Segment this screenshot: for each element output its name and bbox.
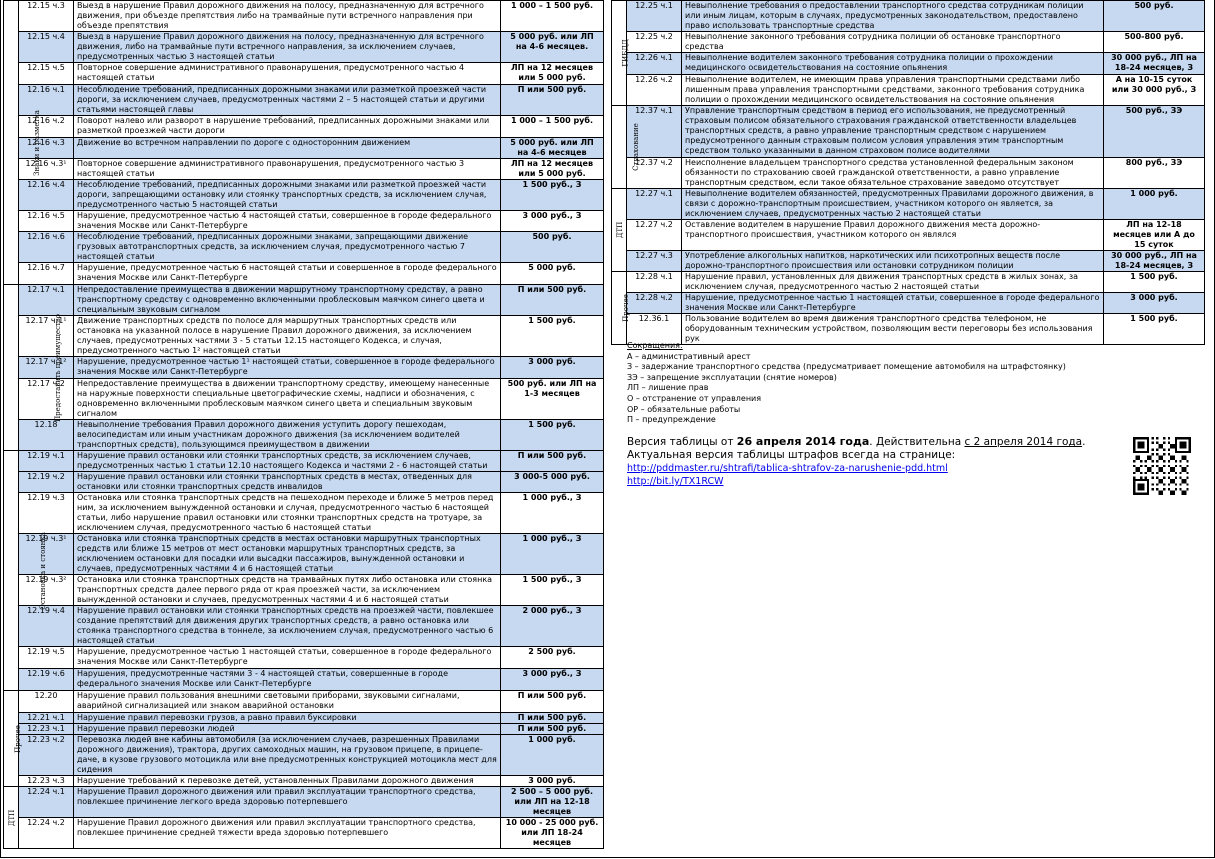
- penalty-cell: 800 руб., ЗЭ: [1104, 158, 1205, 189]
- article-cell: 12.20: [19, 691, 74, 713]
- penalty-cell: 1 500 руб.: [1104, 272, 1205, 293]
- fine-row: [4, 232, 604, 263]
- article-cell: 12.26 ч.2: [627, 75, 682, 106]
- description-cell: Остановка или стоянка транспортных средств на пешеходном переходе и ближе 5 метров перед ним, за исключением вынужденной остановки и случая, предусмотренного частью 6 настоящей статьи, либо нарушение правил остановки или стоянки транспортных средств на тротуаре, за исключением случая, предусмотренного частью 6 настоящей статьи: [74, 493, 501, 534]
- description-cell: Нарушение правил остановки или стоянки транспортных средств в местах, отведенных для остановки или стоянки транспортных средств инвалидов: [74, 472, 501, 493]
- fines-table-left-body: [4, 1, 604, 849]
- penalty-cell: 1 500 руб.: [1104, 314, 1205, 345]
- description-cell: Выезд в нарушение Правил дорожного движения на полосу, предназначенную для встречного движения, при объезде препятствия либо на трамвайные пути встречного направления при объезде препятствия: [74, 1, 501, 32]
- penalty-cell: 1 000 руб., З: [501, 534, 604, 575]
- legend-item: О – отстранение от управления: [627, 393, 762, 403]
- fine-row: [4, 606, 604, 647]
- penalty-cell: ЛП на 12-18 месяцев или А до 15 суток: [1104, 220, 1205, 251]
- fine-row: [4, 691, 604, 713]
- penalty-cell: 30 000 руб., ЛП на 18-24 месяцев, З: [1104, 251, 1205, 272]
- article-cell: 12.19 ч.1: [19, 451, 74, 472]
- description-cell: Нарушение, предусмотренное частью 4 настоящей статьи, совершенное в городе федерального значения Москве или Санкт-Петербурге: [74, 211, 501, 232]
- fine-row: [612, 32, 1205, 53]
- article-cell: 12.15 ч.3: [19, 1, 74, 32]
- article-cell: 12.27 ч.2: [627, 220, 682, 251]
- description-cell: Нарушение правил остановки или стоянки транспортных средств, за исключением случаев, предусмотренных частью 1 статьи 12.10 настоящего Кодекса и частями 2 - 6 настоящей статьи: [74, 451, 501, 472]
- description-cell: Невыполнение водителем обязанностей, предусмотренных Правилами дорожного движения, в связи с дорожно-транспортным происшествием, участником которого он является, за исключением случаев, предусмотренных частью 2 настоящей статьи: [682, 189, 1104, 220]
- article-cell: 12.16 ч.7: [19, 263, 74, 285]
- fine-row: [4, 32, 604, 63]
- article-cell: 12.27 ч.3: [627, 251, 682, 272]
- legend-heading: Сокращения:: [627, 341, 683, 350]
- fine-row: [4, 724, 604, 735]
- description-cell: Пользование водителем во время движения транспортного средства телефоном, не оборудованным техническим устройством, позволяющим вести переговоры без использования рук: [682, 314, 1104, 345]
- section-label-text: ДТП: [8, 809, 17, 826]
- description-cell: Нарушение, предусмотренное частью 1 настоящей статьи, совершенное в городе федерального значения Москве или Санкт-Петербурге: [74, 647, 501, 669]
- description-cell: Несоблюдение требований, предписанных дорожными знаками или разметкой проезжей части дороги, за исключением случаев, предусмотренных частями 2 – 5 настоящей статьи и другими статьями настоящей главы: [74, 85, 501, 116]
- article-cell: 12.16 ч.1: [19, 85, 74, 116]
- penalty-cell: 500 руб.: [501, 232, 604, 263]
- article-cell: 12.15 ч.5: [19, 63, 74, 85]
- fine-row: [612, 158, 1205, 189]
- fine-row: [4, 818, 604, 849]
- penalty-cell: 2 500 руб.: [501, 647, 604, 669]
- fine-row: [4, 472, 604, 493]
- fine-row: [612, 75, 1205, 106]
- fine-row: [4, 211, 604, 232]
- penalty-cell: 1 500 руб.: [501, 420, 604, 451]
- article-cell: 12.18: [19, 420, 74, 451]
- description-cell: Нарушение, предусмотренное частью 1 настоящей статьи, совершенное в городе федерального значения Москве или Санкт-Петербурге: [682, 293, 1104, 314]
- article-cell: 12.17 ч.2: [19, 379, 74, 420]
- section-label-text: Прочее: [13, 724, 22, 753]
- penalty-cell: 1 000 руб.: [1104, 189, 1205, 220]
- version-info: [627, 435, 1127, 488]
- penalty-cell: 500 руб., ЗЭ: [1104, 106, 1205, 158]
- article-cell: 12.37 ч.1: [627, 106, 682, 158]
- section-label-text: Знаки и разметка: [32, 109, 41, 176]
- description-cell: Непредоставление преимущества в движении маршрутному транспортному средству, а равно транспортному средству с одновременно включенными проблесковым маячком синего цвета и специальным звуковым сигналом: [74, 285, 501, 316]
- description-cell: Перевозка людей вне кабины автомобиля (за исключением случаев, разрешенных Правилами дорожного движения), трактора, других самоходных машин, на грузовом прицепе, в прицепе-даче, в кузове грузового мотоцикла или вне предусмотренных конструкцией мотоцикла мест для сидения: [74, 735, 501, 776]
- article-cell: 12.23 ч.2: [19, 735, 74, 776]
- penalty-cell: 5 000 руб. или ЛП на 4-6 месяцев: [501, 138, 604, 159]
- article-cell: 12.19 ч.3¹: [19, 534, 74, 575]
- section-label-text: Остановка и стоянка: [38, 531, 47, 610]
- article-cell: 12.19 ч.5: [19, 647, 74, 669]
- article-cell: 12.26 ч.1: [627, 53, 682, 75]
- description-cell: Нарушение правил перевозки грузов, а равно правил буксировки: [74, 713, 501, 724]
- section-label-text: ДТП: [616, 221, 625, 239]
- section-label: [4, 691, 22, 787]
- penalty-cell: 1 500 руб.: [501, 316, 604, 357]
- fine-row: [612, 314, 1205, 345]
- penalty-cell: 3 000 руб., З: [501, 211, 604, 232]
- description-cell: Невыполнение законного требования сотрудника полиции об остановке транспортного средства: [682, 32, 1104, 53]
- fine-row: [612, 272, 1205, 293]
- description-cell: Нарушение, предусмотренное частью 6 настоящей статьи и совершенное в городе федерального значения Москве или Санкт-Петербурге: [74, 263, 501, 285]
- description-cell: Остановка или стоянка транспортных средств на трамвайных путях либо остановка или стоянка транспортных средств далее первого ряда от края проезжей части, за исключением вынужденной остановки и случаев, предусмотренных частями 4 и 6 настоящей статьи: [74, 575, 501, 606]
- section-label: [4, 787, 19, 849]
- qr-code-icon: [1133, 437, 1191, 495]
- penalty-cell: 1 000 – 1 500 руб.: [501, 116, 604, 138]
- legend-item: А – административный арест: [627, 351, 751, 361]
- abbreviations-legend: [627, 341, 1067, 426]
- penalty-cell: П или 500 руб.: [501, 724, 604, 735]
- description-cell: Неисполнение владельцем транспортного средства установленной федеральным законом обязанности по страхованию своей гражданской ответственности, а равно управление транспортным средством, если такое обязательное страхование заведомо отсутствует: [682, 158, 1104, 189]
- fine-row: [4, 357, 604, 379]
- penalty-cell: 2 000 руб., З: [501, 606, 604, 647]
- article-cell: 12.23 ч.1: [19, 724, 74, 735]
- fine-row: [612, 189, 1205, 220]
- article-cell: 12.24 ч.2: [19, 818, 74, 849]
- section-label: [612, 272, 630, 345]
- fine-row: [612, 293, 1205, 314]
- article-cell: 12.16 ч.5: [19, 211, 74, 232]
- article-cell: 12.37 ч.2: [627, 158, 682, 189]
- fine-row: [4, 116, 604, 138]
- penalty-cell: 5 000 руб.: [501, 263, 604, 285]
- description-cell: Непредоставление преимущества в движении транспортному средству, имеющему нанесенные на наружные поверхности специальные цветографические схемы, надписи и обозначения, с одновременно включенными проблесковым маячком синего цвета и специальным звуковым сигналом: [74, 379, 501, 420]
- article-cell: 12.16 ч.3: [19, 138, 74, 159]
- fine-row: [4, 63, 604, 85]
- section-label-text: Предоставить преимущество: [53, 313, 62, 422]
- penalty-cell: 500 руб.: [1104, 1, 1205, 32]
- fine-row: [4, 735, 604, 776]
- fine-row: [4, 451, 604, 472]
- penalty-cell: 3 000 руб.: [501, 357, 604, 379]
- description-cell: Невыполнение водителем законного требования сотрудника полиции о прохождении медицинского освидетельствования на состояние опьянения: [682, 53, 1104, 75]
- fine-row: [612, 106, 1205, 158]
- penalty-cell: 3 000 руб., З: [501, 669, 604, 691]
- article-cell: 12.25 ч.2: [627, 32, 682, 53]
- description-cell: Выезд в нарушение Правил дорожного движения на полосу, предназначенную для встречного движения, либо на трамвайные пути встречного направления, за исключением случаев, предусмотренных частью 3 настоящей статьи: [74, 32, 501, 63]
- penalty-cell: ЛП на 12 месяцев или 5 000 руб.: [501, 159, 604, 180]
- description-cell: Невыполнение водителем, не имеющим права управления транспортными средствами либо лишенным права управления транспортными средствами, законного требования сотрудника полиции о прохождении медицинского освидетельствования на состояние опьянения: [682, 75, 1104, 106]
- version-date: 26 апреля 2014 года: [736, 435, 870, 448]
- penalty-cell: П или 500 руб.: [501, 713, 604, 724]
- section-label-text: Страхование: [631, 123, 640, 171]
- penalty-cell: 10 000 - 25 000 руб. или ЛП 18-24 месяцев: [501, 818, 604, 849]
- penalty-cell: 1 500 руб., З: [501, 575, 604, 606]
- penalty-cell: 1 000 руб.: [501, 735, 604, 776]
- fine-row: [4, 85, 604, 116]
- fine-row: [612, 251, 1205, 272]
- description-cell: Нарушение требований к перевозке детей, установленных Правилами дорожного движения: [74, 776, 501, 787]
- article-cell: 12.28 ч.2: [627, 293, 682, 314]
- description-cell: Нарушение Правил дорожного движения или правил эксплуатации транспортного средства, повлекшее причинение средней тяжести вреда здоровью потерпевшего: [74, 818, 501, 849]
- article-cell: 12.19 ч.6: [19, 669, 74, 691]
- penalty-cell: 500 руб. или ЛП на 1-3 месяцев: [501, 379, 604, 420]
- description-cell: Нарушения, предусмотренные частями 3 - 4 настоящей статьи, совершенные в городе федерального значения Москве или Санкт-Петербурге: [74, 669, 501, 691]
- penalty-cell: П или 500 руб.: [501, 85, 604, 116]
- fine-row: [4, 316, 604, 357]
- description-cell: Движение транспортных средств по полосе для маршрутных транспортных средств или остановка на указанной полосе в нарушение Правил дорожного движения, за исключением случаев, предусмотренных частями 3 - 5 статьи 12.15 настоящего Кодекса, и случая, предусмотренного частью 1² настоящей статьи: [74, 316, 501, 357]
- article-cell: 12.19 ч.3²: [19, 575, 74, 606]
- description-cell: Повторное совершение административного правонарушения, предусмотренного частью 4 настоящей статьи: [74, 63, 501, 85]
- penalty-cell: ЛП на 12 месяцев или 5 000 руб.: [501, 63, 604, 85]
- fine-row: [612, 53, 1205, 75]
- description-cell: Оставление водителем в нарушение Правил дорожного движения места дорожно-транспортного происшествия, участником которого он являлся: [682, 220, 1104, 251]
- article-cell: 12.19 ч.2: [19, 472, 74, 493]
- legend-item: З – задержание транспортного средства (предусматривает помещение автомобиля на штрафстоянку): [627, 362, 1066, 372]
- fine-row: [612, 1, 1205, 32]
- section-label: [612, 1, 630, 106]
- description-cell: Нарушение, предусмотренное частью 1¹ настоящей статьи, совершенное в городе федерального значения Москве или Санкт-Петербурге: [74, 357, 501, 379]
- pddmaster-link[interactable]: http://pddmaster.ru/shtrafi/tablica-shtrafov-za-narushenie-pdd.html: [627, 463, 948, 474]
- legend-item: ЗЭ – запрещение эксплуатации (снятие номеров): [627, 372, 837, 382]
- description-cell: Нарушение правил остановки или стоянки транспортных средств на проезжей части, повлекшее создание препятствий для движения других транспортных средств, а равно остановка или стоянка транспортного средства в тоннеле, за исключением случая, предусмотренного частью 6 настоящей статьи: [74, 606, 501, 647]
- description-cell: Движение во встречном направлении по дороге с односторонним движением: [74, 138, 501, 159]
- penalty-cell: 500-800 руб.: [1104, 32, 1205, 53]
- description-cell: Поворот налево или разворот в нарушение требований, предписанных дорожными знаками или разметкой проезжей части дороги: [74, 116, 501, 138]
- description-cell: Невыполнение требования Правил дорожного движения уступить дорогу пешеходам, велосипедистам или иным участникам дорожного движения (за исключением водителей транспортных средств), пользующимся преимуществом в движении: [74, 420, 501, 451]
- fine-row: [4, 379, 604, 420]
- penalty-cell: 3 000 руб.: [501, 776, 604, 787]
- fine-row: [4, 669, 604, 691]
- article-cell: 12.21 ч.1: [19, 713, 74, 724]
- penalty-cell: 5 000 руб. или ЛП на 4-6 месяцев.: [501, 32, 604, 63]
- penalty-cell: П или 500 руб.: [501, 285, 604, 316]
- article-cell: 12.17 ч.1²: [19, 357, 74, 379]
- description-cell: Нарушение правил пользования внешними световыми приборами, звуковыми сигналами, аварийной сигнализацией или знаком аварийной остановки: [74, 691, 501, 713]
- description-cell: Невыполнение требования о предоставлении транспортного средства сотрудникам полиции или иным лицам, которым в случаях, предусмотренных законодательством, предоставлено право использовать транспортные средства: [682, 1, 1104, 32]
- description-cell: Нарушение Правил дорожного движения или правил эксплуатации транспортного средства, повлекшее причинение легкого вреда здоровью потерпевшего: [74, 787, 501, 818]
- fine-row: [4, 493, 604, 534]
- article-cell: 12.16 ч.2: [19, 116, 74, 138]
- article-cell: 12.19 ч.3: [19, 493, 74, 534]
- fine-row: [4, 285, 604, 316]
- article-cell: 12.15 ч.4: [19, 32, 74, 63]
- penalty-cell: 2 500 – 5 000 руб. или ЛП на 12-18 месяцев: [501, 787, 604, 818]
- fine-row: [4, 138, 604, 159]
- article-cell: 12.16 ч.4: [19, 180, 74, 211]
- penalty-cell: 30 000 руб., ЛП на 18-24 месяцев, З: [1104, 53, 1205, 75]
- description-cell: Несоблюдение требований, предписанных дорожными знаками, запрещающими движение грузовых автотранспортных средств, за исключением случая, предусмотренного частью 7 настоящей статьи: [74, 232, 501, 263]
- penalty-cell: 3 000-5 000 руб.: [501, 472, 604, 493]
- description-cell: Остановка или стоянка транспортных средств в местах остановки маршрутных транспортных средств или ближе 15 метров от мест остановки маршрутных транспортных средств, за исключением остановки для посадки или высадки пассажиров, вынужденной остановки и случаев, предусмотренных частями 4 и 6 настоящей статьи: [74, 534, 501, 575]
- fine-row: [4, 263, 604, 285]
- penalty-cell: 1 500 руб., З: [501, 180, 604, 211]
- valid-from-date: с 2 апреля 2014 года: [964, 436, 1083, 448]
- fine-row: [612, 220, 1205, 251]
- article-cell: 12.24 ч.1: [19, 787, 74, 818]
- penalty-cell: П или 500 руб.: [501, 451, 604, 472]
- penalty-cell: 1 000 – 1 500 руб.: [501, 1, 604, 32]
- fine-row: [4, 647, 604, 669]
- fine-row: [4, 787, 604, 818]
- fine-row: [4, 420, 604, 451]
- description-cell: Несоблюдение требований, предписанных дорожными знаками или разметкой проезжей части дороги, запрещающими остановку или стоянку транспортных средств, за исключением случая, предусмотренного частью 5 настоящей статьи: [74, 180, 501, 211]
- fine-row: [4, 180, 604, 211]
- section-label: [4, 1, 41, 285]
- article-cell: 12.27 ч.1: [627, 189, 682, 220]
- article-cell: 12.25 ч.1: [627, 1, 682, 32]
- short-link[interactable]: http://bit.ly/TX1RCW: [627, 476, 724, 487]
- article-cell: 12.19 ч.4: [19, 606, 74, 647]
- description-cell: Нарушение правил перевозки людей: [74, 724, 501, 735]
- article-cell: 12.17 ч.1: [19, 285, 74, 316]
- article-cell: 12.17 ч.1¹: [19, 316, 74, 357]
- penalty-cell: А на 10-15 суток или 30 000 руб., З: [1104, 75, 1205, 106]
- fines-table-right-body: [612, 1, 1205, 345]
- fine-row: [4, 159, 604, 180]
- legend-item: ЛП – лишение прав: [627, 383, 709, 393]
- article-cell: 12.28 ч.1: [627, 272, 682, 293]
- section-label: [612, 106, 640, 189]
- article-cell: 12.23 ч.3: [19, 776, 74, 787]
- article-cell: 12.36.1: [627, 314, 682, 345]
- section-label: [612, 189, 627, 272]
- legend-item: ОР – обязательные работы: [627, 404, 741, 414]
- article-cell: 12.16 ч.3¹: [19, 159, 74, 180]
- description-cell: Употребление алкогольных напитков, наркотических или психотропных веществ после дорожно-транспортного происшествия или остановки сотрудником полиции: [682, 251, 1104, 272]
- penalty-cell: П или 500 руб.: [501, 691, 604, 713]
- article-cell: 12.16 ч.6: [19, 232, 74, 263]
- legend-item: П – предупреждение: [627, 415, 716, 425]
- penalty-cell: 1 000 руб., З: [501, 493, 604, 534]
- fine-row: [4, 713, 604, 724]
- section-label-text: ГИБДД: [621, 39, 630, 67]
- section-label-text: Прочее: [621, 294, 630, 322]
- fine-row: [4, 1, 604, 32]
- actual-version-line: Актуальная версия таблицы штрафов всегда на странице:: [627, 449, 956, 461]
- fine-row: [4, 776, 604, 787]
- description-cell: Управление транспортным средством в период его использования, не предусмотренный страховым полисом обязательного страхования гражданской ответственности владельцев транспортных средств, а равно управление транспортным средством с нарушением предусмотренного данным страховым полисом условия управления этим транспортным средством только указанными в данном страховом полисе водителями: [682, 106, 1104, 158]
- version-line: Версия таблицы от 26 апреля 2014 года. Действительна с 2 апреля 2014 года.: [627, 435, 1086, 448]
- fine-row: [4, 575, 604, 606]
- fines-table-left: [3, 0, 604, 849]
- fine-row: [4, 534, 604, 575]
- penalty-cell: 3 000 руб.: [1104, 293, 1205, 314]
- description-cell: Нарушение правил, установленных для движения транспортных средств в жилых зонах, за исключением случая, предусмотренного частью 2 настоящей статьи: [682, 272, 1104, 293]
- fines-table-right: [611, 0, 1205, 345]
- description-cell: Повторное совершение административного правонарушения, предусмотренного частью 3 настоящей статьи: [74, 159, 501, 180]
